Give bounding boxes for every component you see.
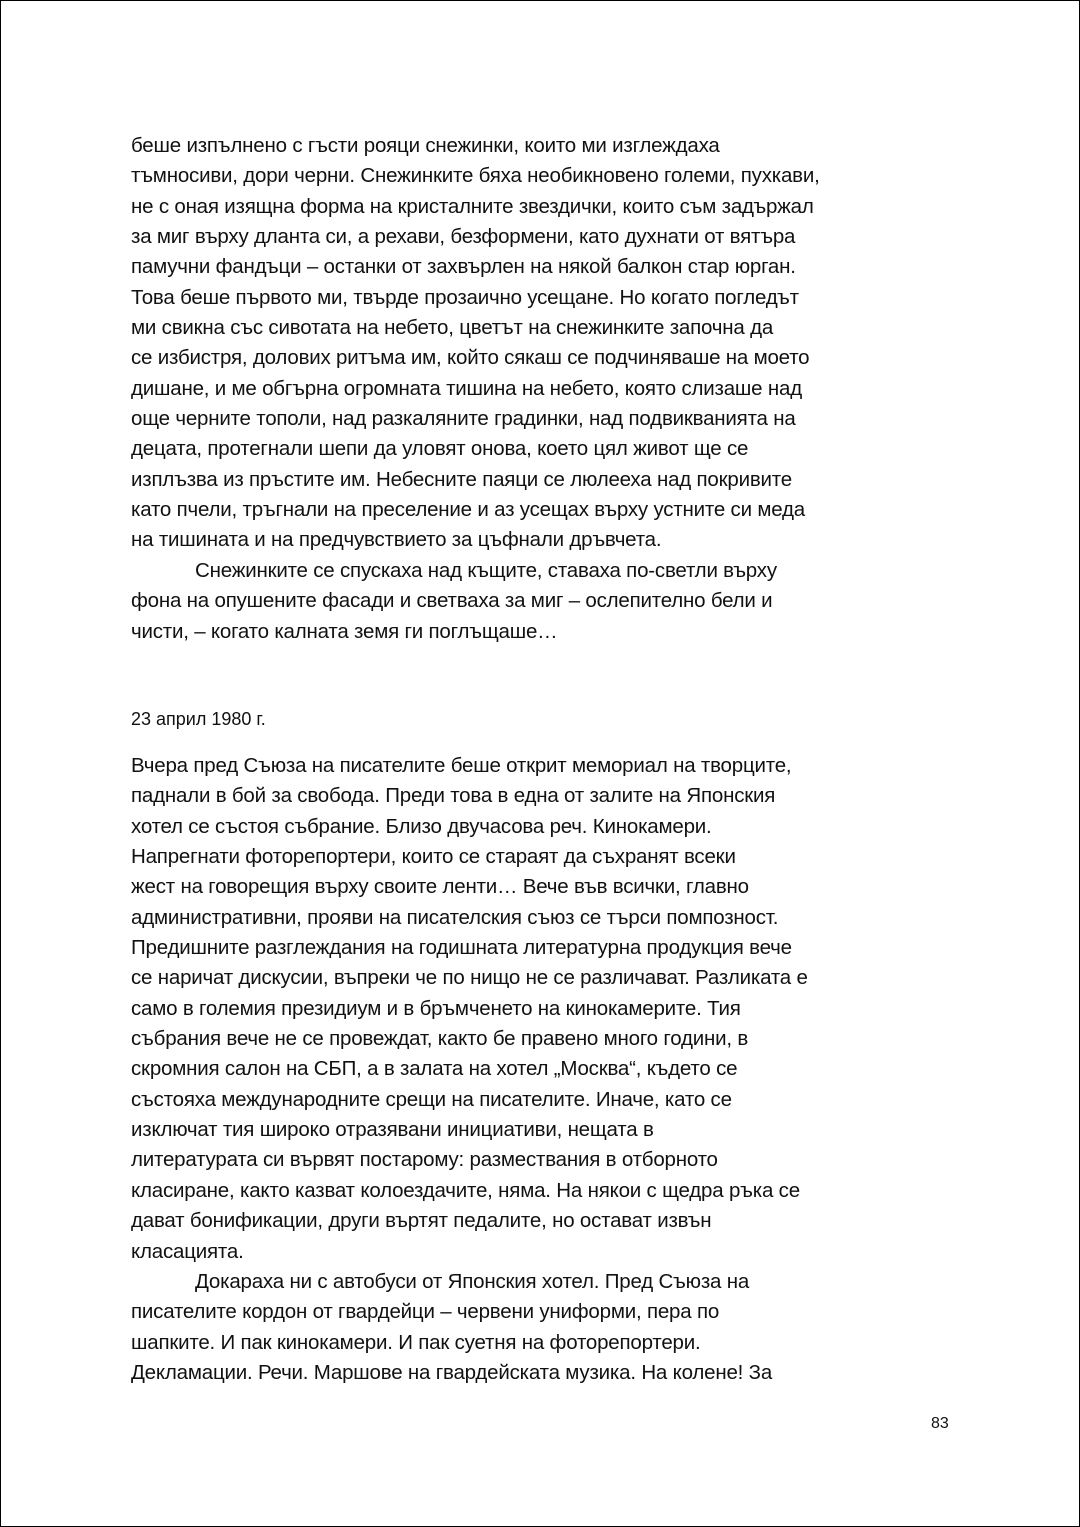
text-line: се избистря, долових ритъма им, който сякаш се подчиняваше на моето [131, 346, 810, 370]
text-line: Напрегнати фоторепортери, които се стараят да съхранят всеки [131, 845, 736, 869]
text-line: шапките. И пак кинокамери. И пак суетня на фоторепортери. [131, 1330, 701, 1354]
text-line: тъмносиви, дори черни. Снежинките бяха необикновено големи, пухкави, [131, 164, 820, 188]
text-line: административни, прояви на писателския съюз се търси помпозност. [131, 905, 779, 929]
text-line: за миг върху дланта си, а рехави, безформени, като духнати от вятъра [131, 225, 796, 249]
text-line: не с оная изящна форма на кристалните звездички, които съм задържал [131, 194, 814, 218]
text-line: хотел се състоя събрание. Близо двучасова реч. Кинокамери. [131, 814, 712, 838]
text-line: Това беше първото ми, твърде прозаично усещане. Но когато погледът [131, 285, 799, 309]
text-line: изплъзва из пръстите им. Небесните паяци се люлееха над покривите [131, 467, 792, 491]
text-line: децата, протегнали шепи да уловят онова, което цял живот ще се [131, 437, 749, 461]
diary-date-heading: 23 април 1980 г. [131, 709, 266, 729]
text-section-2 [131, 751, 961, 1388]
text-line: писателите кордон от гвардейци – червени униформи, пера по [131, 1300, 720, 1324]
text-line: скромния салон на СБП, а в залата на хотел „Москва“, където се [131, 1057, 738, 1081]
text-line: още черните тополи, над разкаляните градинки, над подвикванията на [131, 407, 796, 431]
text-line: класиране, както казват колоездачите, няма. На някои с щедра ръка се [131, 1178, 800, 1202]
text-line: беше изпълнено с гъсти рояци снежинки, които ми изглеждаха [131, 134, 720, 157]
text-line: състояха международните срещи на писателите. Иначе, като се [131, 1087, 732, 1111]
text-line: само в големия президиум и в бръмченето на кинокамерите. Тия [131, 996, 741, 1020]
text-line: дават бонификации, други въртят педалите, но остават извън [131, 1209, 712, 1233]
text-line: литературата си вървят постарому: размествания в отборното [131, 1148, 718, 1172]
text-line: като пчели, тръгнали на преселение и аз усещах върху устните си меда [131, 498, 805, 522]
text-line: дишане, и ме обгърна огромната тишина на небето, която слизаше над [131, 376, 802, 400]
text-line: Докараха ни с автобуси от Японския хотел. Пред Съюза на [195, 1269, 750, 1293]
text-line: изключат тия широко отразявани инициативи, нещата в [131, 1118, 654, 1142]
text-line: Вчера пред Съюза на писателите беше открит мемориал на творците, [131, 754, 792, 777]
page-number: 83 [931, 1415, 949, 1432]
text-line: памучни фандъци – останки от захвърлен на някой балкон стар юрган. [131, 255, 796, 279]
text-line: чисти, – когато калната земя ги поглъщаше… [131, 619, 558, 643]
text-line: паднали в бой за свобода. Преди това в една от залите на Японския [131, 784, 776, 808]
text-section-1 [131, 131, 961, 647]
text-line: Снежинките се спускаха над къщите, ставаха по-светли върху [195, 558, 777, 582]
text-line: се наричат дискусии, въпреки че по нищо не се различават. Разликата е [131, 966, 808, 990]
text-line: ми свикна със сивотата на небето, цветът на снежинките започна да [131, 316, 774, 340]
text-line: Предишните разглеждания на годишната литературна продукция вече [131, 936, 792, 960]
text-line: на тишината и на предчувствието за цъфнали дръвчета. [131, 528, 662, 552]
text-line: фона на опушените фасади и светваха за миг – ослепително бели и [131, 589, 773, 613]
text-line: събрания вече не се провеждат, както бе правено много години, в [131, 1027, 749, 1051]
text-line: класацията. [131, 1239, 244, 1263]
text-line: Декламации. Речи. Маршове на гвардейската музика. На колене! За [131, 1360, 773, 1384]
text-line: жест на говорещия върху своите ленти… Вече във всички, главно [131, 875, 749, 899]
